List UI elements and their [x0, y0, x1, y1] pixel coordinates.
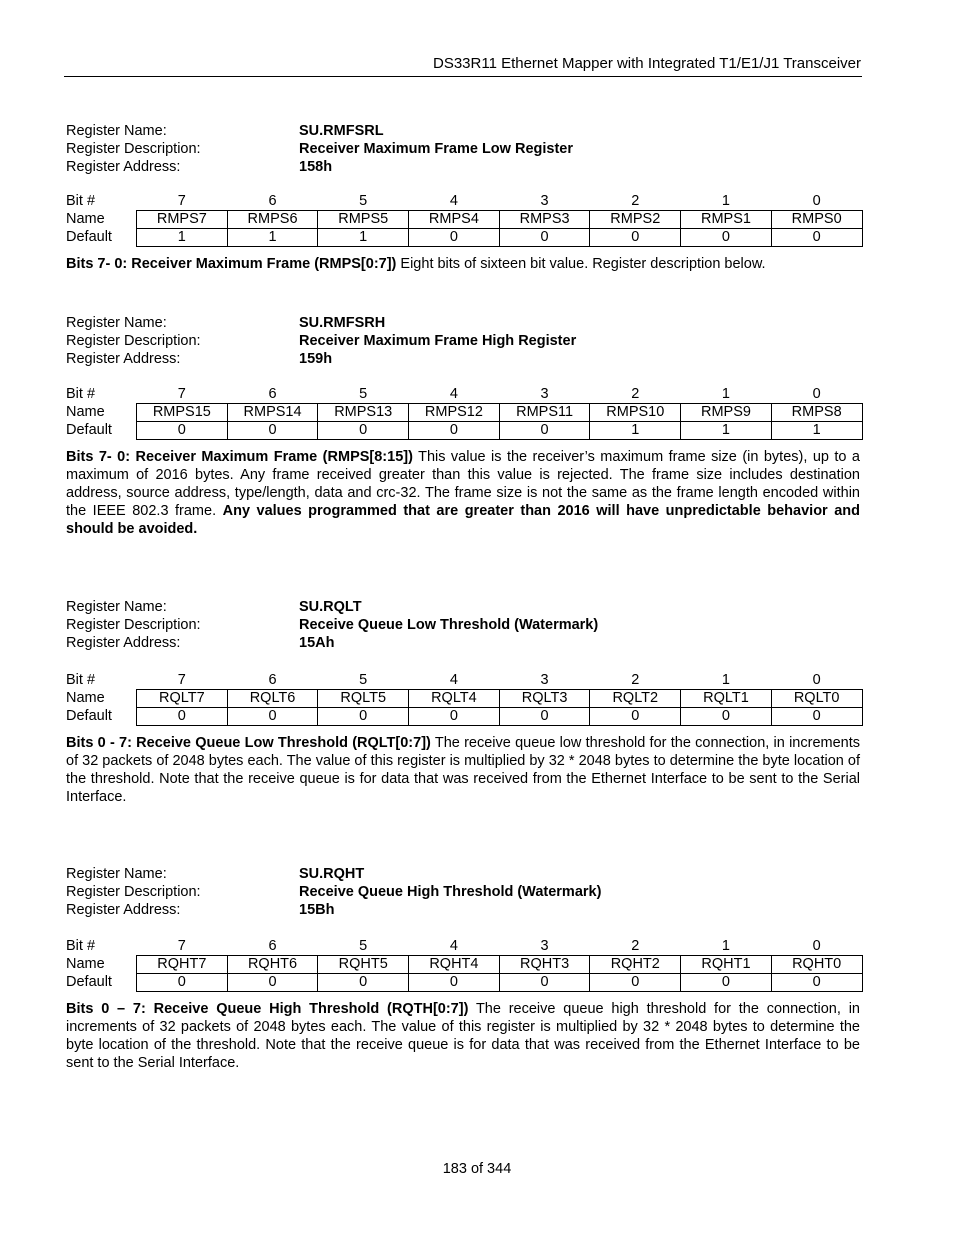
register-bit-table: [66, 938, 863, 992]
bit-name-row-label: Name: [66, 211, 105, 227]
bit-number-cell: 1: [721, 672, 730, 688]
bit-number-cell: 6: [268, 938, 277, 954]
bit-field-title: Bits 0 - 7: Receive Queue Low Threshold (RQLT[0:7]): [66, 735, 431, 751]
bit-default-cell: 0: [499, 422, 590, 440]
bit-default-cell: 0: [227, 974, 318, 992]
bit-default-cell: 0: [409, 229, 500, 247]
bit-name-row: [66, 690, 862, 708]
register-description-label: Register Description:: [66, 884, 201, 900]
register-bit-table: [66, 386, 863, 440]
register-meta: [66, 122, 862, 176]
register-name-value: SU.RQHT: [299, 866, 365, 882]
bit-number-cell: 5: [359, 938, 368, 954]
bit-number-cell: 3: [540, 938, 549, 954]
register-description-label: Register Description:: [66, 617, 201, 633]
header-divider: [64, 76, 862, 77]
register-meta: [66, 865, 862, 919]
bit-number-cell: 5: [359, 193, 368, 209]
bit-default-cell: 0: [409, 422, 500, 440]
register-name-row: [66, 122, 862, 140]
register-description-value: Receive Queue High Threshold (Watermark): [299, 884, 602, 900]
bit-name-cell: RMPS8: [771, 404, 862, 422]
bit-name-cell: RQLT0: [771, 690, 862, 708]
register-address-row: [66, 634, 862, 652]
bit-default-cell: 0: [137, 708, 228, 726]
bit-number-cell: 2: [631, 672, 640, 688]
register-name-label: Register Name:: [66, 123, 167, 139]
bit-name-cell: RQLT3: [499, 690, 590, 708]
bit-number-cell: 6: [268, 193, 277, 209]
bit-name-cell: RMPS7: [137, 211, 228, 229]
bit-name-row: [66, 404, 862, 422]
bit-default-cell: 0: [590, 974, 681, 992]
bit-name-cell: RMPS12: [409, 404, 500, 422]
bit-name-cell: RMPS1: [681, 211, 772, 229]
bit-name-cell: RQLT5: [318, 690, 409, 708]
bit-default-row-label: Default: [66, 974, 112, 990]
bit-number-cell: 5: [359, 386, 368, 402]
bit-field-title: Bits 0 – 7: Receive Queue High Threshold (RQTH[0:7]): [66, 1001, 469, 1017]
register-name-label: Register Name:: [66, 866, 167, 882]
bit-default-cell: 0: [499, 974, 590, 992]
register-address-value: 158h: [299, 159, 333, 175]
bit-field-warning: Any values programmed that are greater than 2016 will have unpredictable behavior and should be avoided.: [66, 503, 860, 537]
bit-default-cell: 0: [137, 422, 228, 440]
bit-default-row-label: Default: [66, 708, 112, 724]
bit-number-row-label: Bit #: [66, 193, 96, 210]
bit-name-cell: RMPS2: [590, 211, 681, 229]
bit-name-cell: RMPS9: [681, 404, 772, 422]
register-description-row: [66, 616, 862, 634]
bit-name-cell: RQLT4: [409, 690, 500, 708]
bit-number-cell: 4: [449, 672, 458, 688]
register-address-row: [66, 901, 862, 919]
bit-name-cell: RQHT4: [409, 956, 500, 974]
bit-default-cell: 1: [137, 229, 228, 247]
register-bit-table: [66, 193, 863, 247]
bit-number-cell: 0: [812, 938, 821, 954]
bit-number-cell: 1: [721, 386, 730, 402]
bit-number-cell: 3: [540, 193, 549, 209]
bit-default-cell: 1: [771, 422, 862, 440]
register-name-row: [66, 598, 862, 616]
bit-number-cell: 0: [812, 672, 821, 688]
bit-number-row: [66, 386, 862, 404]
bit-default-cell: 0: [227, 708, 318, 726]
bit-default-cell: 1: [227, 229, 318, 247]
bit-field-title: Bits 7- 0: Receiver Maximum Frame (RMPS[8:15]): [66, 449, 413, 465]
bit-name-row: [66, 211, 862, 229]
bit-number-row-label: Bit #: [66, 672, 96, 689]
bit-default-row: [66, 229, 862, 247]
bit-name-cell: RQHT0: [771, 956, 862, 974]
register-name-value: SU.RMFSRH: [299, 315, 386, 331]
bit-default-cell: 0: [318, 708, 409, 726]
bit-name-cell: RMPS10: [590, 404, 681, 422]
bit-number-cell: 6: [268, 386, 277, 402]
bit-default-row-label: Default: [66, 422, 112, 438]
document-header-title: DS33R11 Ethernet Mapper with Integrated T1/E1/J1 Transceiver: [432, 55, 861, 72]
bit-name-cell: RMPS4: [409, 211, 500, 229]
register-name-label: Register Name:: [66, 599, 167, 615]
register-name-value: SU.RMFSRL: [299, 123, 384, 139]
bit-name-row-label: Name: [66, 404, 105, 420]
register-name-row: [66, 314, 862, 332]
register-description-row: [66, 883, 862, 901]
bit-name-cell: RMPS13: [318, 404, 409, 422]
bit-number-cell: 2: [631, 193, 640, 209]
register-address-label: Register Address:: [66, 635, 181, 651]
bit-default-cell: 0: [681, 229, 772, 247]
page-number: 183 of 344: [442, 1161, 512, 1177]
bit-number-cell: 7: [177, 386, 186, 402]
bit-name-cell: RMPS0: [771, 211, 862, 229]
register-name-label: Register Name:: [66, 315, 167, 331]
bit-field-text: The receive queue low threshold for the connection, in increments of 32 packets of 2048 bytes each. The value of this register is multiplied by 32 * 2048 bytes to determine the byte location of the threshold. Note that the receive queue is for data that was received from the Ethernet Interface to be sent to the Serial Interface.: [66, 735, 860, 805]
bit-default-cell: 0: [227, 422, 318, 440]
bit-default-cell: 1: [681, 422, 772, 440]
register-address-label: Register Address:: [66, 159, 181, 175]
bit-name-cell: RQHT7: [137, 956, 228, 974]
bit-number-cell: 2: [631, 386, 640, 402]
bit-name-cell: RMPS5: [318, 211, 409, 229]
register-bit-description: [66, 255, 860, 273]
bit-default-cell: 0: [590, 229, 681, 247]
bit-default-cell: 0: [681, 708, 772, 726]
bit-name-cell: RMPS11: [499, 404, 590, 422]
register-address-value: 15Bh: [299, 902, 335, 918]
bit-name-cell: RQHT3: [499, 956, 590, 974]
bit-default-row: [66, 974, 862, 992]
bit-default-cell: 0: [771, 708, 862, 726]
register-name-row: [66, 865, 862, 883]
register-address-value: 15Ah: [299, 635, 335, 651]
register-description-label: Register Description:: [66, 141, 201, 157]
bit-number-cell: 7: [177, 938, 186, 954]
register-bit-description: [66, 448, 860, 538]
bit-default-cell: 0: [409, 974, 500, 992]
register-meta: [66, 598, 862, 652]
register-address-row: [66, 158, 862, 176]
bit-number-cell: 2: [631, 938, 640, 954]
register-description-row: [66, 332, 862, 350]
bit-name-row-label: Name: [66, 956, 105, 972]
bit-default-cell: 0: [499, 229, 590, 247]
bit-default-row: [66, 708, 862, 726]
bit-number-cell: 3: [540, 672, 549, 688]
bit-number-cell: 6: [268, 672, 277, 688]
bit-number-cell: 4: [449, 193, 458, 209]
register-bit-description: [66, 734, 860, 806]
bit-number-row-label: Bit #: [66, 386, 96, 403]
bit-number-cell: 1: [721, 193, 730, 209]
bit-number-cell: 0: [812, 386, 821, 402]
bit-number-row: [66, 193, 862, 211]
register-name-value: SU.RQLT: [299, 599, 362, 615]
bit-name-cell: RQLT7: [137, 690, 228, 708]
bit-default-cell: 1: [590, 422, 681, 440]
bit-number-cell: 4: [449, 938, 458, 954]
bit-default-cell: 0: [771, 974, 862, 992]
bit-name-cell: RMPS15: [137, 404, 228, 422]
register-address-row: [66, 350, 862, 368]
bit-number-cell: 1: [721, 938, 730, 954]
bit-name-cell: RQHT2: [590, 956, 681, 974]
register-description-row: [66, 140, 862, 158]
bit-name-cell: RMPS14: [227, 404, 318, 422]
bit-default-cell: 0: [318, 422, 409, 440]
register-address-label: Register Address:: [66, 902, 181, 918]
bit-field-text: This value is the receiver’s maximum frame size (in bytes), up to a maximum of 2016 bytes. Any frame received greater than this value is rejected. The frame size includes destination address, source address, type/length, data and crc-32. The frame size is not the same as the frame length encoded within the IEEE 802.3 frame.: [66, 449, 860, 519]
register-meta: [66, 314, 862, 368]
bit-name-cell: RQLT1: [681, 690, 772, 708]
bit-field-text: Eight bits of sixteen bit value. Register description below.: [396, 256, 766, 272]
bit-name-cell: RQHT1: [681, 956, 772, 974]
bit-default-cell: 0: [318, 974, 409, 992]
bit-default-cell: 0: [771, 229, 862, 247]
bit-number-row: [66, 672, 862, 690]
bit-number-cell: 5: [359, 672, 368, 688]
register-description-label: Register Description:: [66, 333, 201, 349]
bit-name-row: [66, 956, 862, 974]
bit-number-cell: 4: [449, 386, 458, 402]
bit-default-cell: 1: [318, 229, 409, 247]
bit-number-cell: 7: [177, 672, 186, 688]
bit-default-cell: 0: [499, 708, 590, 726]
bit-field-text: The receive queue high threshold for the connection, in increments of 32 packets of 2048 bytes each. The value of this register is multiplied by 32 * 2048 bytes to determine the byte location of the threshold. Note that the receive queue is for data that was received from the Ethernet Interface to be sent to the Serial Interface.: [66, 1001, 860, 1071]
register-description-value: Receiver Maximum Frame High Register: [299, 333, 577, 349]
bit-name-cell: RQHT5: [318, 956, 409, 974]
bit-name-cell: RMPS3: [499, 211, 590, 229]
bit-default-cell: 0: [137, 974, 228, 992]
bit-number-cell: 0: [812, 193, 821, 209]
register-address-label: Register Address:: [66, 351, 181, 367]
bit-default-cell: 0: [681, 974, 772, 992]
register-address-value: 159h: [299, 351, 333, 367]
register-description-value: Receiver Maximum Frame Low Register: [299, 141, 573, 157]
bit-field-title: Bits 7- 0: Receiver Maximum Frame (RMPS[0:7]): [66, 256, 397, 272]
bit-default-row: [66, 422, 862, 440]
bit-number-row: [66, 938, 862, 956]
bit-name-row-label: Name: [66, 690, 105, 706]
register-description-value: Receive Queue Low Threshold (Watermark): [299, 617, 599, 633]
bit-name-cell: RQHT6: [227, 956, 318, 974]
bit-name-cell: RQLT6: [227, 690, 318, 708]
bit-number-cell: 3: [540, 386, 549, 402]
bit-default-row-label: Default: [66, 229, 112, 245]
bit-default-cell: 0: [409, 708, 500, 726]
bit-name-cell: RQLT2: [590, 690, 681, 708]
bit-default-cell: 0: [590, 708, 681, 726]
bit-number-row-label: Bit #: [66, 938, 96, 955]
bit-name-cell: RMPS6: [227, 211, 318, 229]
register-bit-table: [66, 672, 863, 726]
register-bit-description: [66, 1000, 860, 1072]
bit-number-cell: 7: [177, 193, 186, 209]
